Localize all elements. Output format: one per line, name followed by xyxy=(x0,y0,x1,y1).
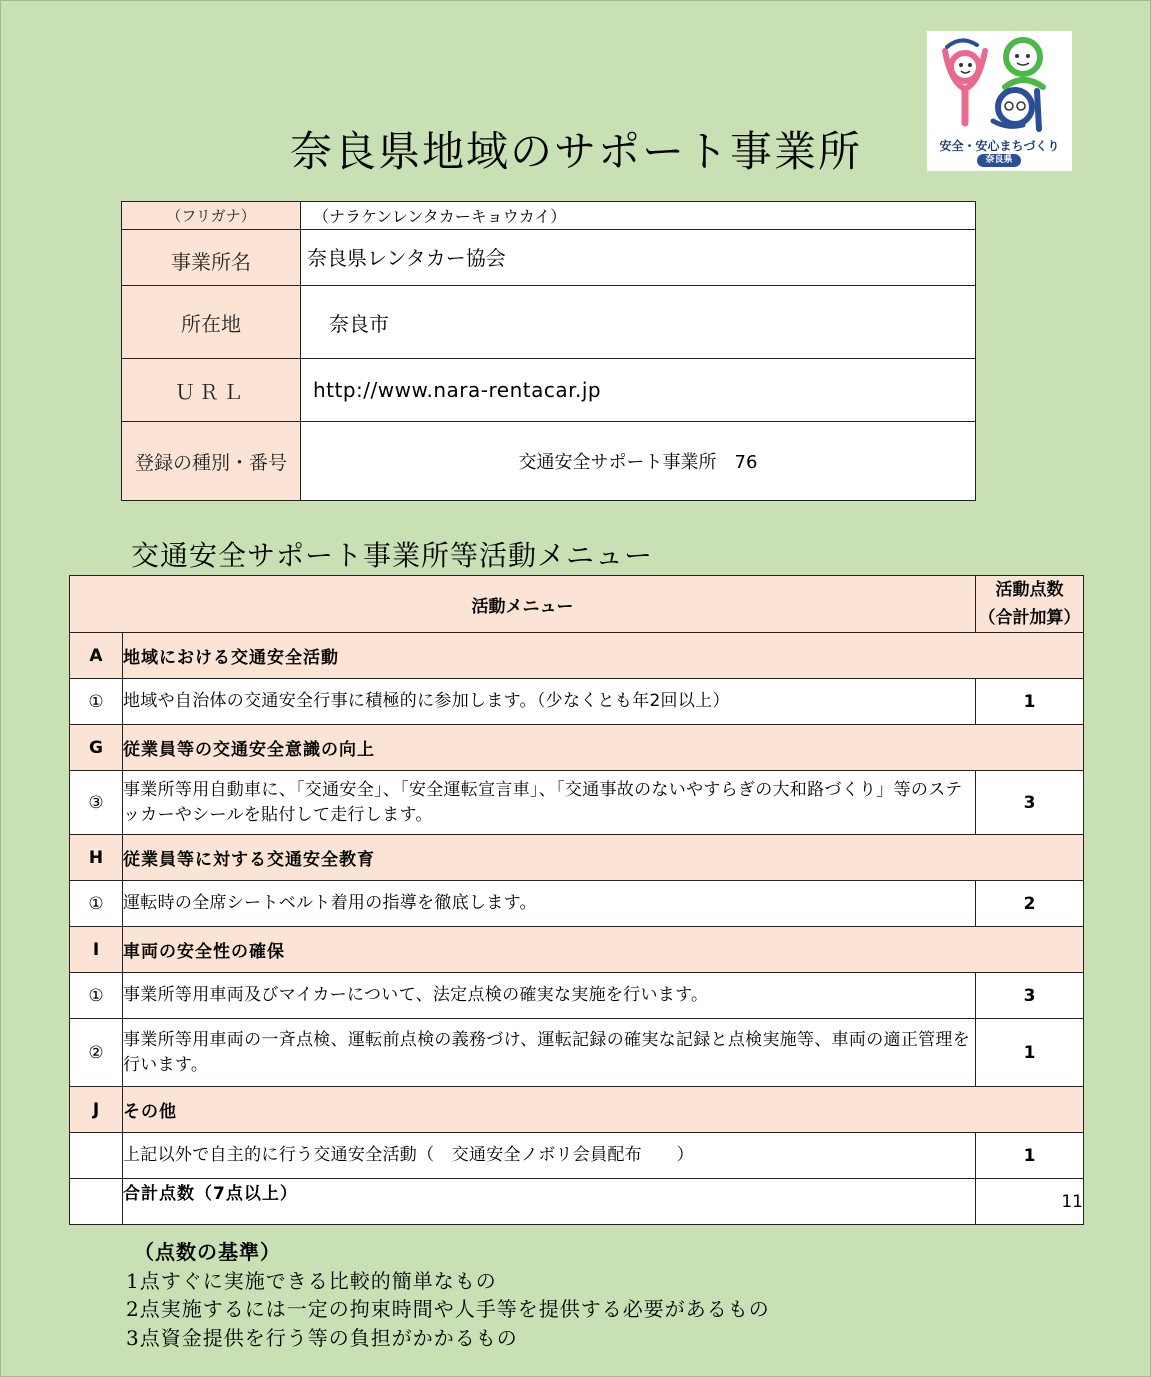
item-number: ② xyxy=(70,1019,123,1087)
category-title: その他 xyxy=(123,1087,1084,1133)
furigana-label: （フリガナ） xyxy=(122,202,301,230)
activity-menu-table xyxy=(69,575,1083,1225)
item-number: ③ xyxy=(70,771,123,835)
furigana-value: （ナラケンレンタカーキョウカイ） xyxy=(301,202,976,230)
category-title: 地域における交通安全活動 xyxy=(123,633,1084,679)
url-label: ＵＲＬ xyxy=(122,359,301,422)
menu-heading: 交通安全サポート事業所等活動メニュー xyxy=(131,539,654,572)
item-points: 2 xyxy=(976,881,1084,927)
category-code: H xyxy=(70,835,123,881)
category-title: 従業員等に対する交通安全教育 xyxy=(123,835,1084,881)
item-points: 1 xyxy=(976,1019,1084,1087)
item-text: 運転時の全席シートベルト着用の指導を徹底します。 xyxy=(123,881,976,927)
category-code: G xyxy=(70,725,123,771)
table-row xyxy=(70,679,1084,725)
category-code: A xyxy=(70,633,123,679)
item-number xyxy=(70,1133,123,1179)
category-row xyxy=(70,1087,1084,1133)
table-header-row xyxy=(70,576,1084,633)
table-row xyxy=(70,1019,1084,1087)
scoring-criteria xyxy=(126,1238,770,1352)
item-number: ① xyxy=(70,679,123,725)
category-row xyxy=(70,927,1084,973)
url-value[interactable]: http://www.nara-rentacar.jp xyxy=(301,359,976,422)
total-label: 合計点数（7点以上） xyxy=(123,1179,976,1225)
registration-label: 登録の種別・番号 xyxy=(122,422,301,501)
category-code: I xyxy=(70,927,123,973)
office-name-label: 事業所名 xyxy=(122,230,301,286)
item-points: 1 xyxy=(976,679,1084,725)
category-row xyxy=(70,633,1084,679)
item-points: 1 xyxy=(976,1133,1084,1179)
page-title: 奈良県地域のサポート事業所 xyxy=(289,127,862,176)
item-points: 3 xyxy=(976,771,1084,835)
address-value: 奈良市 xyxy=(301,286,976,359)
criteria-line: 3点資金提供を行う等の負担がかかるもの xyxy=(126,1325,518,1350)
item-number: ① xyxy=(70,881,123,927)
item-text: 上記以外で自主的に行う交通安全活動（ 交通安全ノボリ会員配布 ） xyxy=(123,1133,976,1179)
office-name-value: 奈良県レンタカー協会 xyxy=(301,230,976,286)
item-text: 事業所等用自動車に、「交通安全」、「安全運転宣言車」、「交通事故のないやすらぎの大和路づくり」等のステッカーやシールを貼付して走行します。 xyxy=(123,771,976,835)
category-row xyxy=(70,835,1084,881)
category-row xyxy=(70,725,1084,771)
category-code: J xyxy=(70,1087,123,1133)
total-value: 11 xyxy=(976,1179,1084,1225)
logo-caption: 安全・安心まちづくり xyxy=(939,139,1060,153)
total-blank-cell xyxy=(70,1179,123,1225)
header-points-line1: 活動点数 xyxy=(995,580,1064,600)
total-row xyxy=(70,1179,1084,1225)
item-points: 3 xyxy=(976,973,1084,1019)
criteria-line: 2点実施するには一定の拘束時間や人手等を提供する必要があるもの xyxy=(126,1297,770,1321)
registration-value: 交通安全サポート事業所 76 xyxy=(301,422,976,501)
header-menu: 活動メニュー xyxy=(70,576,976,633)
header-points-line2: （合計加算） xyxy=(978,608,1081,628)
item-text: 事業所等用車両及びマイカーについて、法定点検の確実な実施を行います。 xyxy=(123,973,976,1019)
office-info-table xyxy=(121,201,976,500)
criteria-heading: （点数の基準） xyxy=(134,1240,281,1264)
logo-badge: 奈良県 xyxy=(977,154,1021,167)
item-text: 地域や自治体の交通安全行事に積極的に参加します。（少なくとも年2回以上） xyxy=(123,679,976,725)
table-row xyxy=(70,771,1084,835)
category-title: 従業員等の交通安全意識の向上 xyxy=(123,725,1084,771)
item-text: 事業所等用車両の一斉点検、運転前点検の義務づけ、運転記録の確実な記録と点検実施等、車両の適正管理を行います。 xyxy=(123,1019,976,1087)
table-row xyxy=(70,1133,1084,1179)
category-title: 車両の安全性の確保 xyxy=(123,927,1084,973)
address-label: 所在地 xyxy=(122,286,301,359)
item-number: ① xyxy=(70,973,123,1019)
table-row xyxy=(70,973,1084,1019)
table-row xyxy=(70,881,1084,927)
criteria-line: 1点すぐに実施できる比較的簡単なもの xyxy=(126,1268,497,1293)
header-points xyxy=(976,576,1084,633)
